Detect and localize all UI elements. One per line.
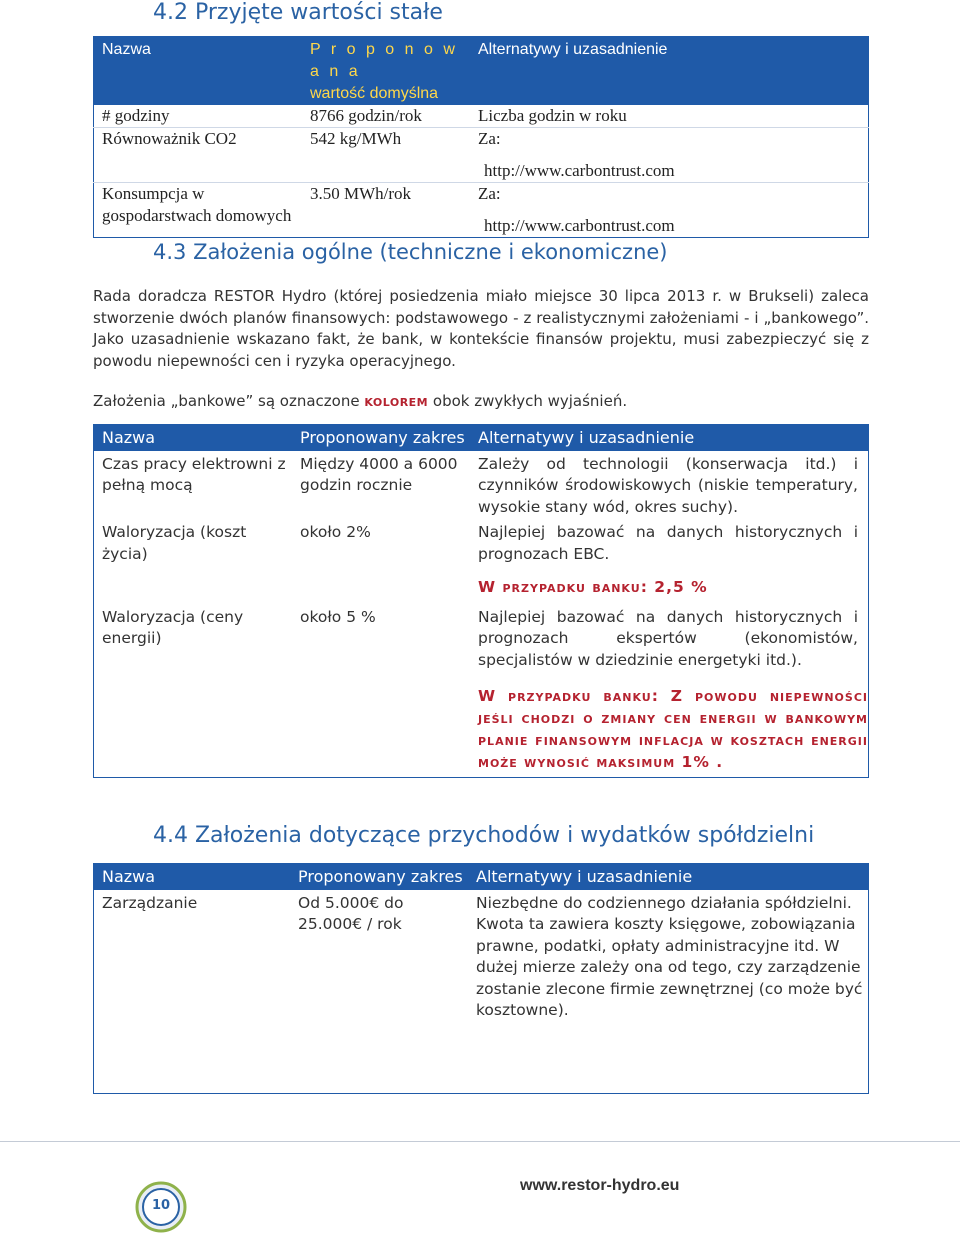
cell-alt: Najlepiej bazować na danych historycznych i prognozach ekspertów (ekonomistów, specjalistów w dziedzinie energetyki itd.). W przypadku banku: Z powodu niepewności jeśli chodzi o zmiany cen energii w bankowym planie finansowym inflacja w kosztach energii może wynosić maksimum 1% . bbox=[478, 607, 868, 771]
assumptions-table bbox=[93, 424, 869, 778]
cell-value: 8766 godzin/rok bbox=[310, 106, 422, 125]
table-row bbox=[94, 128, 869, 183]
cell-value: około 5 % bbox=[300, 607, 376, 626]
cell-name: # godziny bbox=[102, 106, 170, 125]
column-header-alternatives: Alternatywy i uzasadnienie bbox=[468, 864, 869, 890]
source-link[interactable]: http://www.carbontrust.com bbox=[484, 216, 675, 235]
cell-alt: Najlepiej bazować na danych historycznych i prognozach EBC. W przypadku banku: 2,5 % bbox=[470, 518, 869, 607]
source-link[interactable]: http://www.carbontrust.com bbox=[484, 161, 675, 180]
cell-name: Czas pracy elektrowni z pełną mocą bbox=[102, 454, 286, 494]
bank-assumption: W przypadku banku: Z powodu niepewności jeśli chodzi o zmiany cen energii w bankowym planie finansowym inflacja w kosztach energii może wynosić maksimum 1% . bbox=[478, 687, 868, 771]
section-title-4-3: 4.3 Założenia ogólne (techniczne i ekonomiczne) bbox=[153, 240, 668, 264]
cell-alt: Za: http://www.carbontrust.com bbox=[470, 183, 869, 238]
cell-name: Konsumpcja w gospodarstwach domowych bbox=[94, 183, 303, 238]
cell-name: Waloryzacja (ceny energii) bbox=[102, 607, 244, 647]
column-header-name: Nazwa bbox=[94, 425, 293, 451]
cell-alt: Za: http://www.carbontrust.com bbox=[470, 128, 869, 183]
section-title-4-4: 4.4 Założenia dotyczące przychodów i wydatków spółdzielni bbox=[153, 823, 815, 848]
cell-value: Między 4000 a 6000 godzin rocznie bbox=[300, 454, 458, 494]
cell-value: 3.50 MWh/rok bbox=[302, 183, 470, 238]
column-header-value: Proponowany zakres bbox=[290, 864, 468, 890]
page-number: 10 bbox=[151, 1198, 171, 1213]
table-row bbox=[94, 451, 869, 519]
table-row bbox=[94, 183, 869, 238]
column-header-name: Nazwa bbox=[94, 37, 303, 106]
footer-divider bbox=[0, 1141, 960, 1142]
column-header-name: Nazwa bbox=[94, 864, 291, 890]
cell-name: Zarządzanie bbox=[102, 893, 198, 912]
fixed-values-table bbox=[93, 36, 869, 238]
column-header-value: P r o p o n o w a n a wartość domyślna bbox=[302, 37, 470, 106]
table-row bbox=[94, 518, 869, 607]
revenue-expenses-table bbox=[93, 863, 869, 1094]
website-link[interactable]: www.restor-hydro.eu bbox=[520, 1177, 680, 1194]
column-header-value: Proponowany zakres bbox=[292, 425, 470, 451]
column-header-alternatives: Alternatywy i uzasadnienie bbox=[470, 37, 869, 106]
table-row bbox=[94, 607, 869, 778]
cell-name: Równoważnik CO2 bbox=[94, 128, 303, 183]
table-row bbox=[94, 890, 869, 1094]
cell-alt: Liczba godzin w roku bbox=[478, 106, 627, 125]
color-note: Założenia „bankowe” są oznaczone kolorem obok zwykłych wyjaśnień. bbox=[93, 392, 628, 410]
cell-alt: Niezbędne do codziennego działania spółdzielni. Kwota ta zawiera koszty księgowe, zobowiązania prawne, podatki, opłaty administracyjne itd. W dużej mierze zależy ona od tego, czy zarządzenie zostanie zlecone firmie zewnętrznej (co może być kosztowne). bbox=[476, 893, 863, 1019]
cell-value: około 2% bbox=[300, 523, 371, 541]
bank-assumption: W przypadku banku: 2,5 % bbox=[478, 578, 708, 596]
section-title-4-2: 4.2 Przyjęte wartości stałe bbox=[153, 0, 443, 25]
table-row bbox=[94, 105, 869, 128]
cell-name: Waloryzacja (koszt życia) bbox=[102, 523, 247, 563]
cell-alt: Zależy od technologii (konserwacja itd.) i czynników środowiskowych (niskie temperatury, wysokie stany wód, okres suchy). bbox=[478, 454, 858, 516]
intro-paragraph: Rada doradcza RESTOR Hydro (której posiedzenia miało miejsce 30 lipca 2013 r. w Brukseli) zaleca stworzenie dwóch planów finansowych: podstawowego - z realistycznymi założeniami - i „bankowego”. Jako uzasadnienie wskazano fakt, że bank, w kontekście finansów projektu, musi zabezpieczyć się z powodu niepewności cen i ryzyka operacyjnego. bbox=[93, 287, 869, 370]
cell-value: Od 5.000€ do 25.000€ / rok bbox=[298, 893, 404, 933]
column-header-alternatives: Alternatywy i uzasadnienie bbox=[470, 425, 869, 451]
cell-value: 542 kg/MWh bbox=[302, 128, 470, 183]
